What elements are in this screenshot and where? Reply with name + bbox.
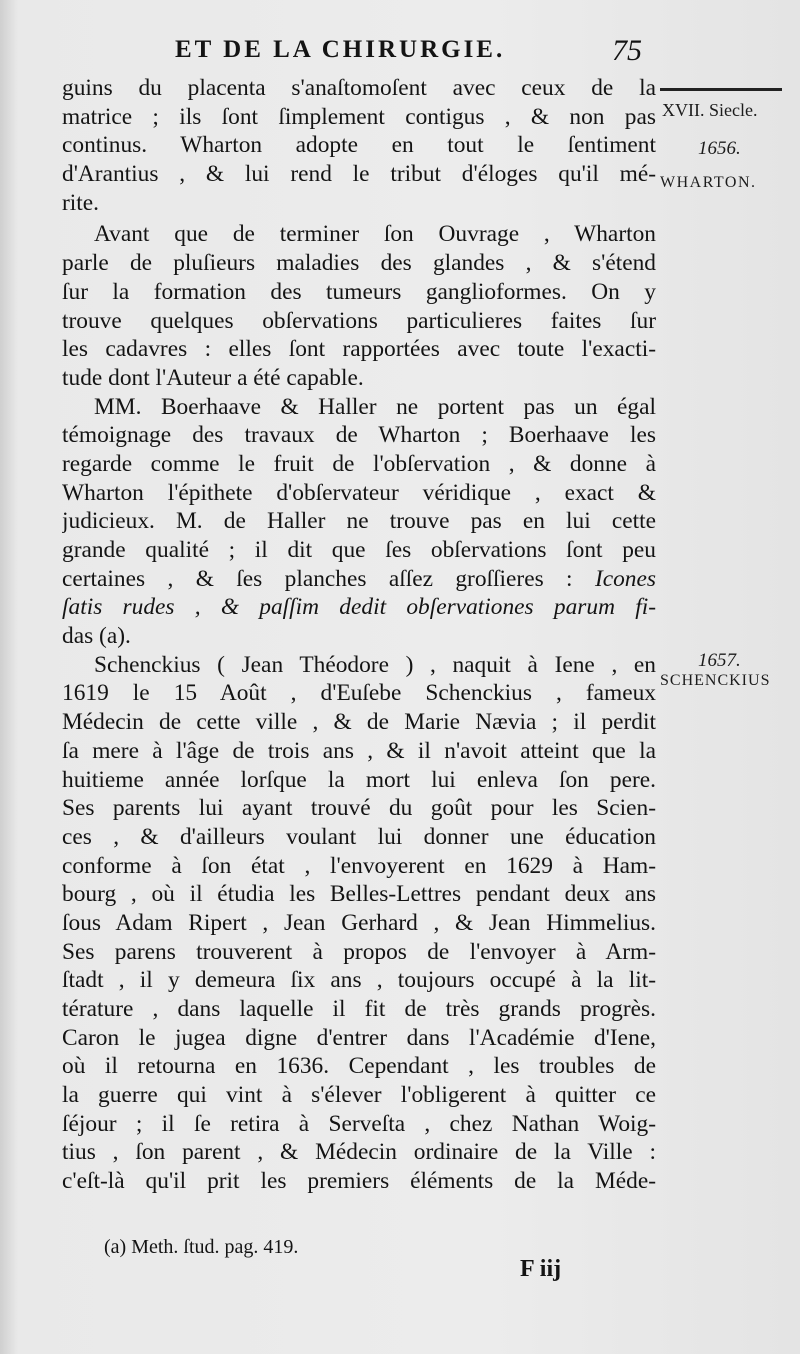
- text-line: Schenckius ( Jean Théodore ) , naquit à Iene , en: [94, 651, 656, 678]
- italic-quote: Icones: [594, 565, 656, 592]
- text-line: où il retourna en 1636. Cependant , les troubles de: [62, 1053, 656, 1080]
- signature-mark: F iij: [520, 1256, 562, 1282]
- text-line: rite.: [62, 189, 100, 216]
- text-line: la guerre qui vint à s'élever l'obligerent à quitter ce: [62, 1082, 656, 1109]
- text-line: ces , & d'ailleurs voulant lui donner une éducation: [62, 823, 656, 850]
- text-line: guins du placenta s'anaſtomoſent avec ceux de la: [62, 75, 656, 101]
- text-line: Médecin de cette ville , & de Marie Nævia ; il perdit: [62, 709, 656, 736]
- text-line: regarde comme le fruit de l'obſervation , & donne à: [62, 450, 656, 477]
- text-line: térature , dans laquelle il fit de très grands progrès.: [62, 996, 656, 1022]
- text-line: trouve quelques obſervations particulieres faites ſur: [62, 307, 656, 334]
- text-line: témoignage des travaux de Wharton ; Boerhaave les: [62, 422, 656, 449]
- margin-note-schenckius: SCHENCKIUS: [660, 672, 771, 689]
- text-line: bourg , où il étudia les Belles-Lettres pendant deux ans: [62, 881, 656, 908]
- text-line: Avant que de terminer ſon Ouvrage , Wharton: [94, 221, 656, 248]
- text-line: continus. Wharton adopte en tout le ſentiment: [62, 132, 656, 159]
- text-line: Ses parents lui ayant trouvé du goût pour les Scien-: [62, 795, 656, 822]
- text-line: Caron le jugea digne d'entrer dans l'Académie d'Iene,: [62, 1024, 656, 1051]
- text-line: ſéjour ; il ſe retira à Serveſta , chez Nathan Woig-: [62, 1110, 656, 1137]
- text-line: huitieme année lorſque la mort lui enleva ſon pere.: [62, 766, 656, 793]
- text-line: ſous Adam Ripert , Jean Gerhard , & Jean Himmelius.: [62, 909, 656, 936]
- text-line: judicieux. M. de Haller ne trouve pas en lui cette: [62, 508, 656, 535]
- margin-rule: [660, 88, 782, 91]
- text-line: parle de pluſieurs maladies des glandes , & s'étend: [62, 250, 656, 277]
- text-line: ſa mere à l'âge de trois ans , & il n'avoit atteint que la: [62, 737, 656, 764]
- body-text: [62, 74, 656, 1196]
- text-line: d'Arantius , & lui rend le tribut d'éloges qu'il mé-: [62, 161, 656, 188]
- margin-note-year-1657: 1657.: [698, 650, 741, 671]
- margin-note-siecle: XVII. Siecle.: [662, 100, 758, 120]
- text-line: tius , ſon parent , & Médecin ordinaire de la Ville :: [62, 1139, 656, 1166]
- margin-note-wharton: WHARTON.: [660, 174, 757, 191]
- text-segment: certaines , & ſes planches aſſez groſſieres :: [62, 565, 573, 592]
- text-line: Ses parens trouverent à propos de l'envoyer à Arm-: [62, 938, 656, 965]
- margin-note-year-1656: 1656.: [698, 138, 741, 159]
- text-line: ſtadt , il y demeura ſix ans , toujours occupé à la lit-: [62, 967, 656, 994]
- text-line-with-quote: [62, 565, 656, 594]
- text-line: les cadavres : elles ſont rapportées avec toute l'exacti-: [62, 336, 656, 363]
- italic-quote-line: ſatis rudes , & paſſim dedit obſervationes parum fi-: [62, 594, 656, 621]
- text-line: Wharton l'épithete d'obſervateur véridique , exact &: [62, 479, 656, 506]
- text-line: grande qualité ; il dit que ſes obſervations ſont peu: [62, 537, 656, 563]
- text-line: conforme à ſon état , l'envoyerent en 1629 à Ham-: [62, 852, 656, 879]
- page-number: 75: [612, 34, 642, 67]
- text-line: MM. Boerhaave & Haller ne portent pas un égal: [94, 393, 656, 420]
- running-head: ET DE LA CHIRURGIE.: [175, 36, 506, 63]
- text-line: das (a).: [62, 623, 131, 650]
- text-line: matrice ; ils ſont ſimplement contigus , & non pas: [62, 103, 656, 130]
- text-line: ſur la formation des tumeurs ganglioformes. On y: [62, 278, 656, 305]
- text-line: c'eſt-là qu'il prit les premiers éléments de la Méde-: [62, 1168, 656, 1195]
- text-line: tude dont l'Auteur a été capable.: [62, 364, 364, 391]
- text-line: 1619 le 15 Août , d'Euſebe Schenckius , fameux: [62, 680, 656, 707]
- footnote: (a) Meth. ſtud. pag. 419.: [104, 1236, 299, 1258]
